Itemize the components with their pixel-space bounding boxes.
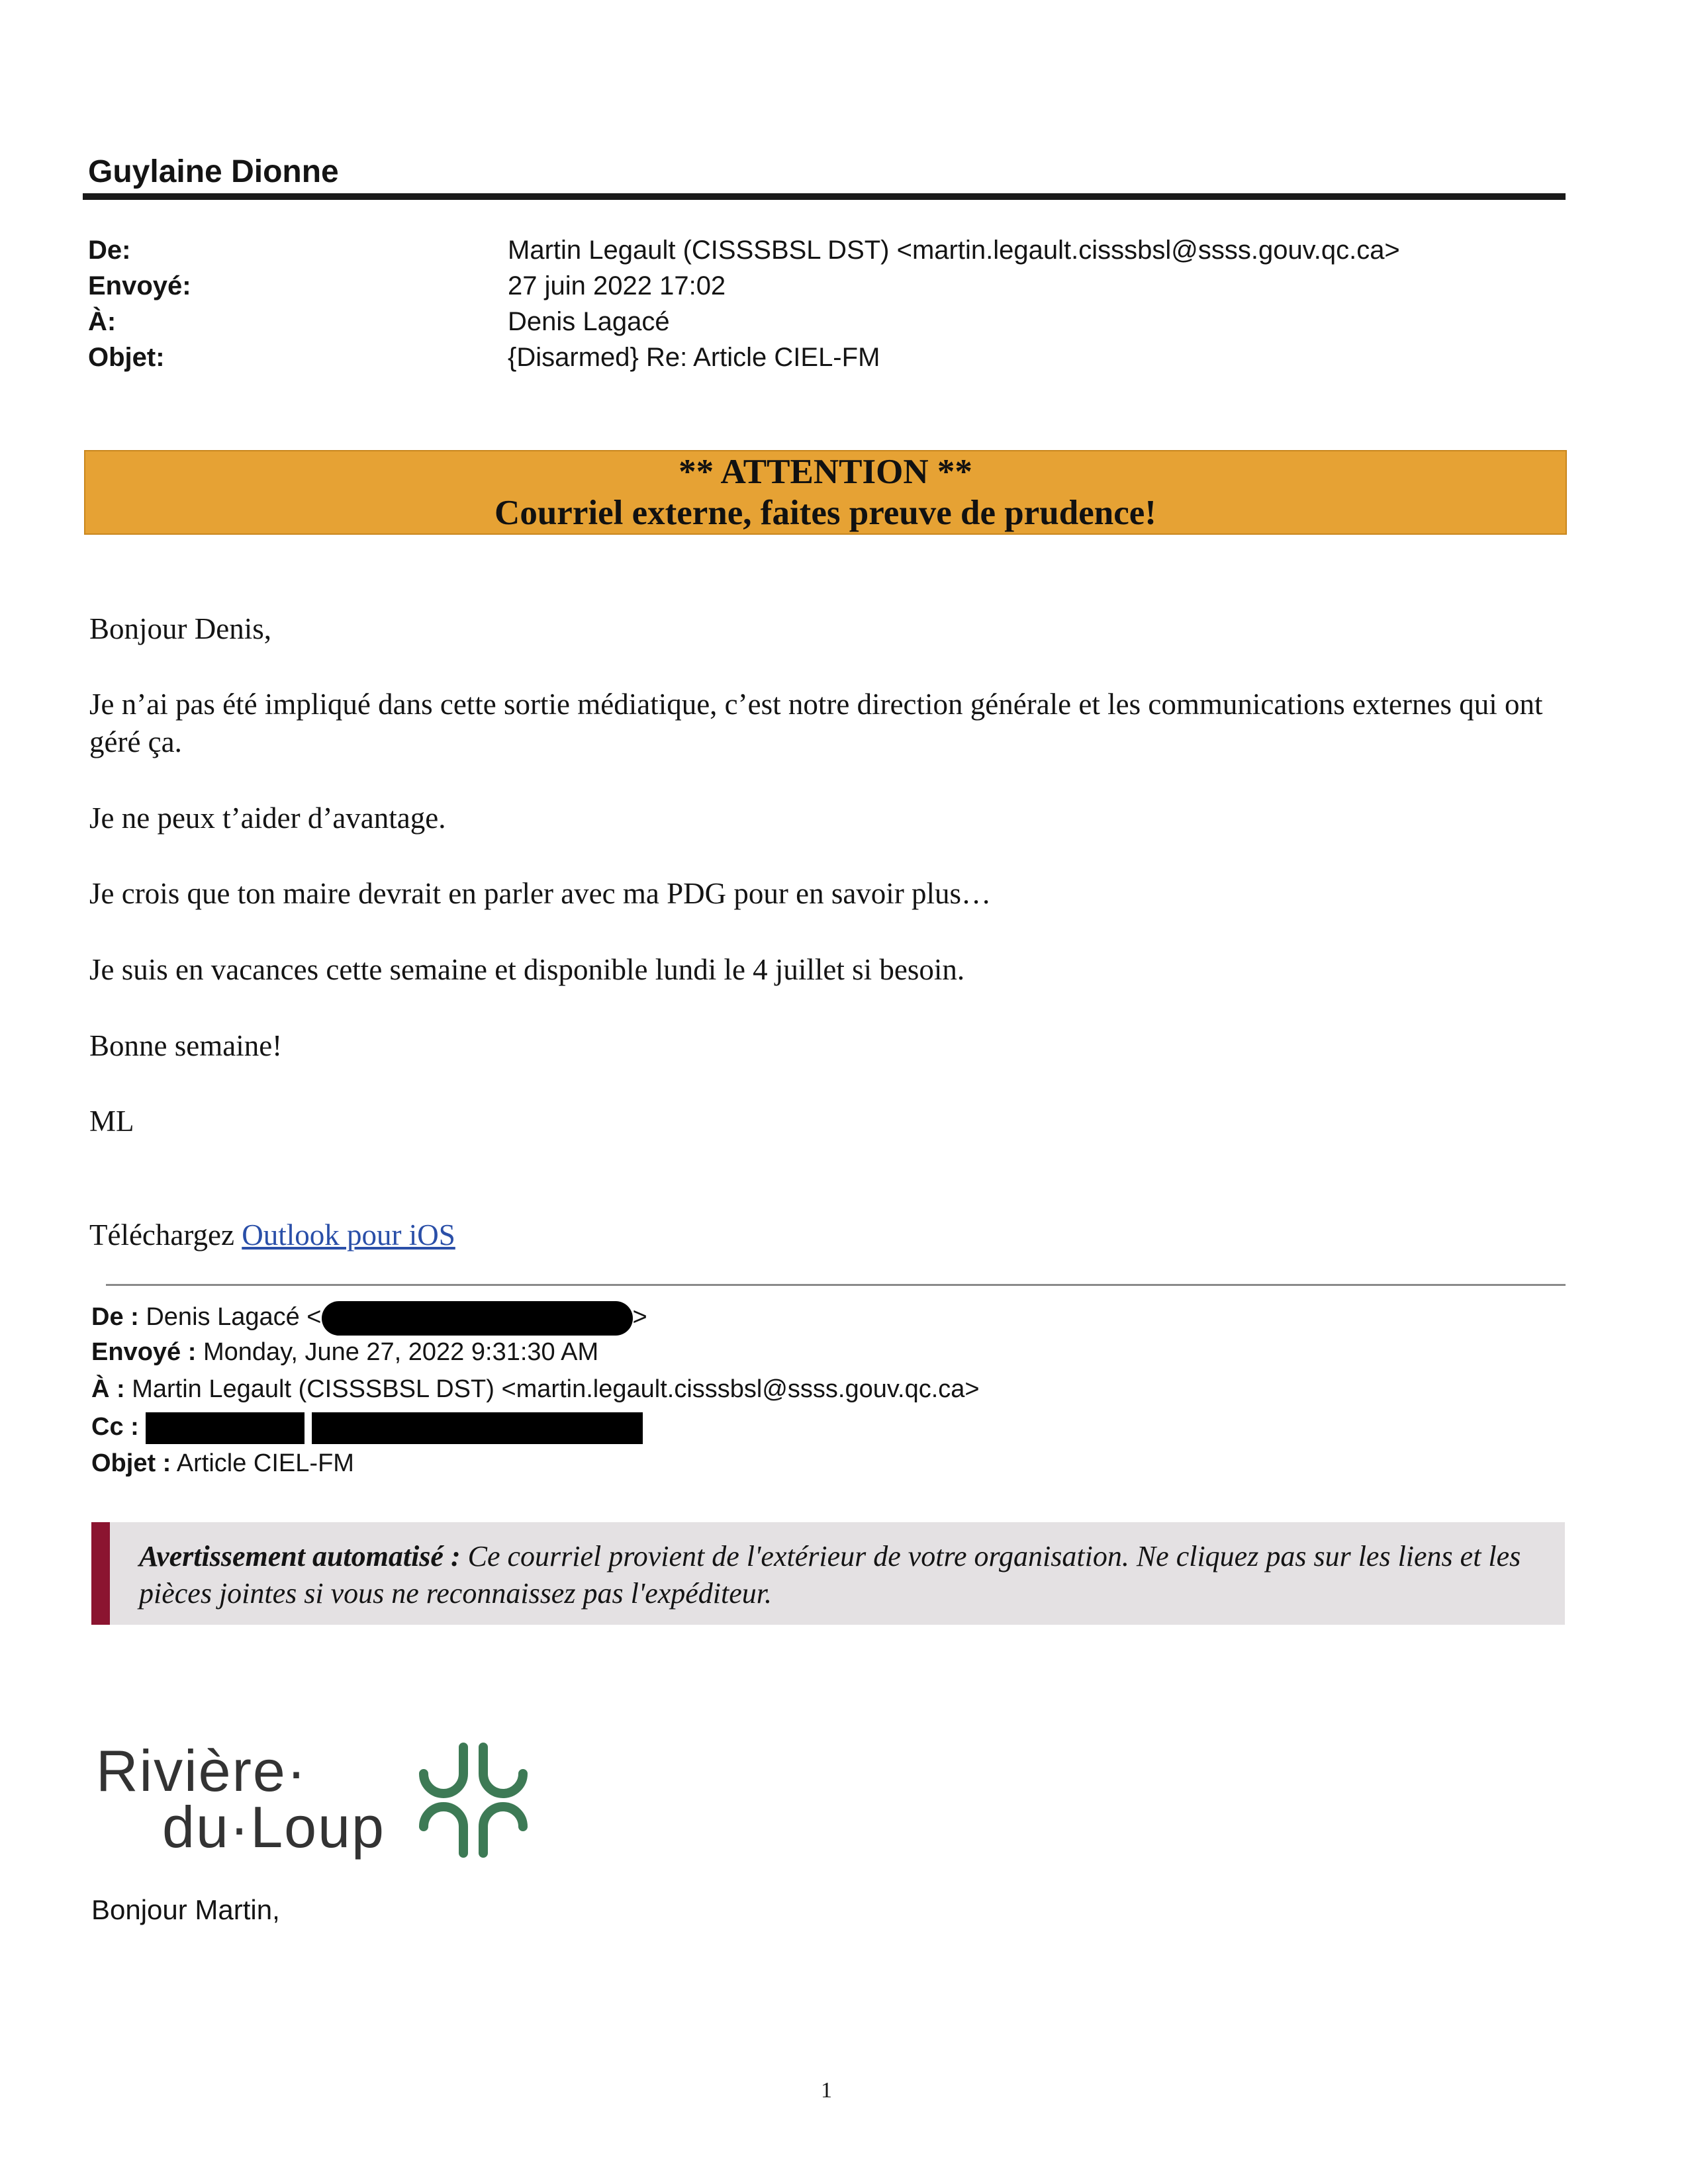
- fwd-sent-label: Envoyé :: [91, 1338, 197, 1366]
- download-prefix: Téléchargez: [89, 1218, 235, 1251]
- fwd-to-line: [91, 1375, 980, 1404]
- paragraph-3: Je crois que ton maire devrait en parler avec ma PDG pour en savoir plus…: [89, 877, 992, 910]
- warning-lead: Avertissement automatisé :: [139, 1540, 461, 1572]
- fwd-from-line: [91, 1301, 647, 1336]
- fwd-from-value: Denis Lagacé <: [146, 1303, 322, 1332]
- external-email-banner: [84, 450, 1567, 535]
- to-label: À:: [88, 307, 117, 336]
- fwd-subject-value: Article CIEL-FM: [176, 1449, 354, 1477]
- warning-accent-bar: [91, 1522, 110, 1625]
- fwd-subject-line: [91, 1449, 354, 1478]
- fwd-from-label: De :: [91, 1303, 139, 1332]
- logo-text-line1: Rivière·: [96, 1738, 308, 1803]
- subject-label: Objet:: [88, 343, 165, 372]
- signature: ML: [89, 1105, 134, 1138]
- to-value: Denis Lagacé: [508, 307, 670, 336]
- from-label: De:: [88, 236, 131, 265]
- outlook-ios-link[interactable]: Outlook pour iOS: [242, 1218, 455, 1251]
- sent-label: Envoyé:: [88, 271, 191, 300]
- paragraph-5: Bonne semaine!: [89, 1029, 283, 1062]
- paragraph-2: Je ne peux t’aider d’avantage.: [89, 801, 446, 835]
- owner-name: Guylaine Dionne: [88, 154, 339, 189]
- subject-value: {Disarmed} Re: Article CIEL-FM: [508, 343, 880, 372]
- banner-message: Courriel externe, faites preuve de prudence!: [494, 494, 1156, 532]
- fwd-to-label: À :: [91, 1375, 125, 1403]
- download-line: [89, 1216, 1566, 1254]
- from-value: Martin Legault (CISSSBSL DST) <martin.legault.cisssbsl@ssss.gouv.qc.ca>: [508, 236, 1400, 265]
- paragraph-4: Je suis en vacances cette semaine et disponible lundi le 4 juillet si besoin.: [89, 953, 965, 986]
- redaction-block: [312, 1412, 643, 1444]
- forwarded-separator: [106, 1284, 1566, 1286]
- banner-title: ** ATTENTION **: [679, 453, 972, 491]
- sent-value: 27 juin 2022 17:02: [508, 271, 726, 300]
- automated-warning: [91, 1522, 1565, 1625]
- warning-message: Ce courriel provient de l'extérieur de votre organisation. Ne cliquez pas sur les liens et les pièces jointes si vous ne reconnaissez pas l'expéditeur.: [139, 1540, 1521, 1610]
- fwd-to-value: Martin Legault (CISSSBSL DST) <martin.legault.cisssbsl@ssss.gouv.qc.ca>: [132, 1375, 980, 1403]
- fwd-cc-label: Cc :: [91, 1413, 139, 1441]
- forwarded-greeting: Bonjour Martin,: [91, 1894, 280, 1925]
- fwd-subject-label: Objet :: [91, 1449, 171, 1477]
- redaction-block: [146, 1412, 305, 1444]
- paragraph-1: Je n’ai pas été impliqué dans cette sortie médiatique, c’est notre direction générale et les communications externes qui ont géré ça.: [89, 688, 1543, 758]
- fwd-sent-value: Monday, June 27, 2022 9:31:30 AM: [203, 1338, 599, 1366]
- warning-text: [139, 1538, 1549, 1612]
- greeting: Bonjour Denis,: [89, 612, 271, 645]
- redaction-block: [322, 1301, 633, 1336]
- logo-text-line2: du·Loup: [162, 1794, 385, 1860]
- fwd-sent-line: [91, 1338, 598, 1367]
- logo-mark-icon: [410, 1734, 543, 1866]
- fwd-from-tail: >: [632, 1303, 647, 1332]
- page-number: 1: [821, 2078, 832, 2103]
- fwd-cc-line: [91, 1412, 643, 1444]
- header-rule: [83, 193, 1566, 200]
